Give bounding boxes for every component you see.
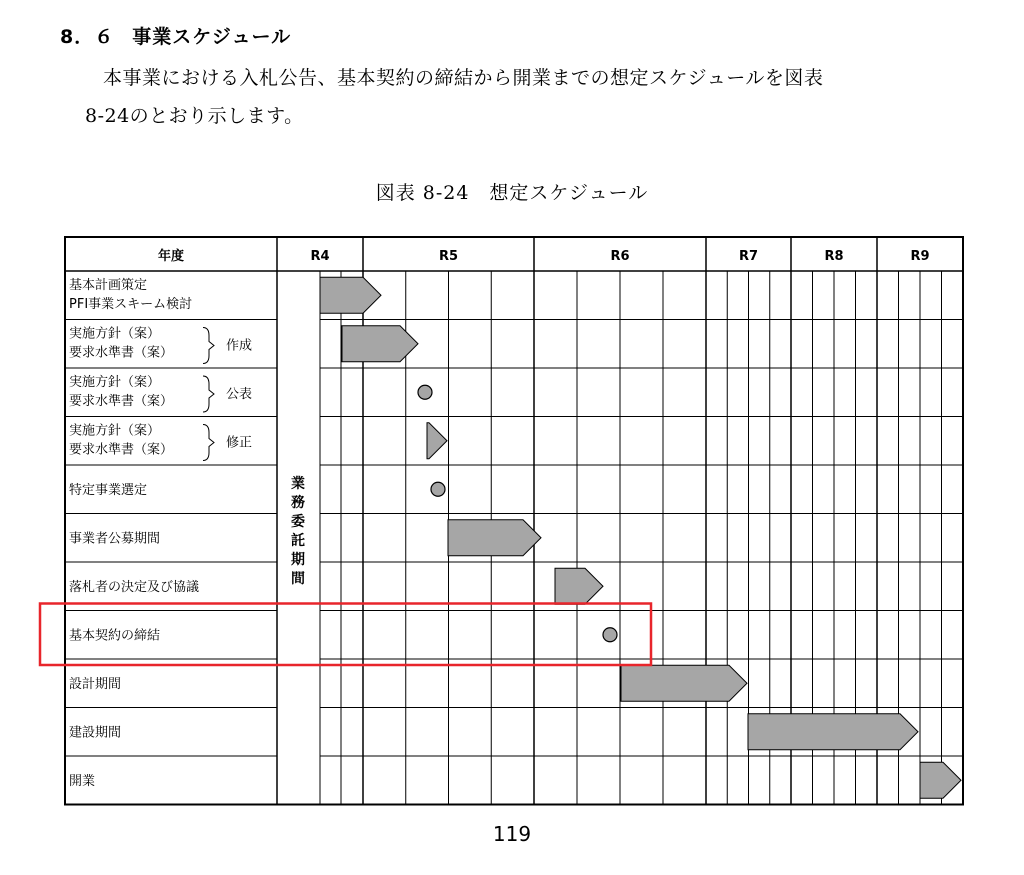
row-bracket-label: 修正: [226, 435, 253, 451]
row-label: PFI事業スキーム検討: [69, 297, 193, 312]
consignment-char: 期: [291, 552, 305, 568]
row-label: 実施方針（案）: [69, 375, 161, 390]
row-label: 事業者公募期間: [69, 531, 161, 547]
schedule-bar: [555, 568, 603, 604]
year-header-r7: R7: [738, 249, 759, 264]
bracket-icon: [203, 425, 214, 461]
year-header-r4: R4: [310, 249, 330, 264]
row-label: 開業: [69, 774, 96, 789]
year-header-r9: R9: [910, 249, 930, 264]
milestone-marker: [431, 482, 445, 496]
consignment-char: 託: [291, 533, 305, 549]
row-bracket-label: 公表: [226, 387, 253, 402]
year-header-r5: R5: [438, 249, 459, 264]
consignment-char: 務: [291, 495, 305, 511]
intro-line-1: 本事業における入札公告、基本契約の締結から開業までの想定スケジュールを図表: [103, 67, 824, 89]
year-header-r8: R8: [824, 249, 844, 264]
row-label: 特定事業選定: [69, 483, 148, 498]
consignment-char: 間: [291, 571, 305, 587]
section-number: 8．６: [60, 26, 115, 48]
row-label: 落札者の決定及び協議: [69, 580, 200, 595]
row-label: 建設期間: [69, 725, 122, 741]
schedule-bar: [342, 326, 418, 362]
schedule-bar: [320, 277, 381, 313]
schedule-bar: [427, 423, 447, 459]
page-number: 119: [492, 822, 532, 846]
milestone-marker: [603, 628, 617, 642]
row-label: 実施方針（案）: [69, 423, 161, 439]
row-label: 基本計画策定: [69, 278, 148, 293]
row-label: 設計期間: [69, 677, 122, 692]
intro-line-2: 8-24のとおり示します。: [85, 105, 304, 127]
year-header-r6: R6: [610, 249, 630, 264]
consignment-char: 業: [291, 476, 305, 492]
row-label: 実施方針（案）: [69, 326, 161, 342]
section-title: 事業スケジュール: [132, 26, 292, 48]
row-label: 要求水準書（案）: [69, 394, 174, 409]
row-label: 基本契約の締結: [69, 628, 161, 644]
bracket-icon: [203, 328, 214, 364]
schedule-bar: [621, 665, 747, 701]
header-label: 年度: [157, 249, 185, 264]
row-label: 要求水準書（案）: [69, 345, 174, 361]
row-label: 要求水準書（案）: [69, 442, 174, 458]
bracket-icon: [203, 376, 214, 412]
row-bracket-label: 作成: [226, 338, 253, 354]
milestone-marker: [418, 385, 432, 399]
schedule-bar: [920, 762, 961, 798]
figure-caption: 図表 8-24 想定スケジュール: [375, 182, 649, 204]
schedule-bar: [748, 714, 918, 750]
consignment-char: 委: [291, 514, 305, 530]
schedule-bar: [448, 520, 541, 556]
